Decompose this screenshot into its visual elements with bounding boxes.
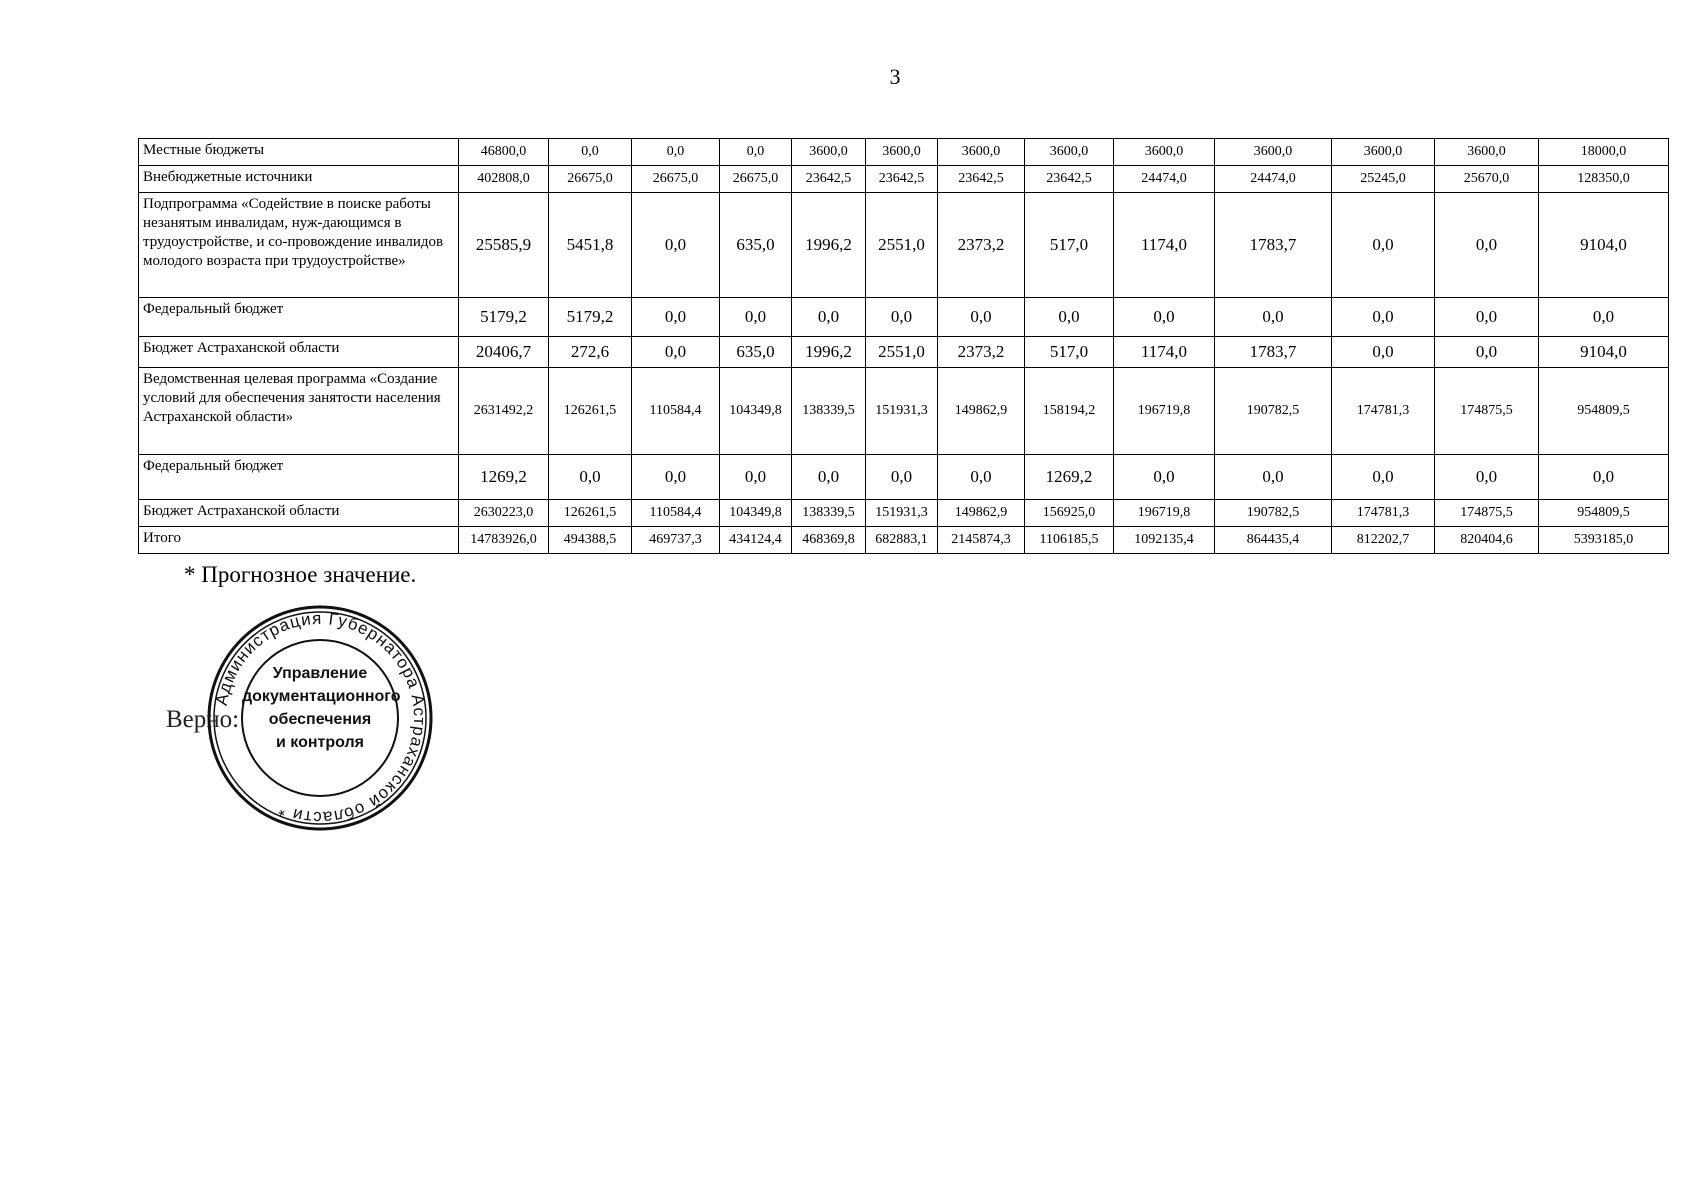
table-cell: 3600,0 [1025,139,1114,166]
seal-center-text [242,662,401,754]
table-row [139,298,1669,337]
table-cell: 517,0 [1025,193,1114,298]
table-cell: 0,0 [1435,337,1539,368]
table-row [139,139,1669,166]
table-cell: 138339,5 [792,500,866,527]
table-cell: 864435,4 [1215,527,1332,554]
table-cell: 0,0 [1332,337,1435,368]
table-cell: 5179,2 [459,298,549,337]
table-cell: 149862,9 [938,368,1025,455]
table-cell: 2145874,3 [938,527,1025,554]
table-cell: 1269,2 [1025,455,1114,500]
table-cell: 469737,3 [632,527,720,554]
table-row [139,455,1669,500]
table-cell: 635,0 [720,337,792,368]
table-row [139,527,1669,554]
table-cell: 0,0 [632,139,720,166]
table-cell: 190782,5 [1215,368,1332,455]
table-cell: 635,0 [720,193,792,298]
table-cell: 434124,4 [720,527,792,554]
table-cell: 9104,0 [1539,337,1669,368]
table-cell: 25670,0 [1435,166,1539,193]
table-cell: 494388,5 [549,527,632,554]
table-cell: 1783,7 [1215,193,1332,298]
table-cell: 0,0 [866,455,938,500]
table-cell: 156925,0 [1025,500,1114,527]
table-cell: 0,0 [938,298,1025,337]
table-cell: 468369,8 [792,527,866,554]
row-label: Федеральный бюджет [139,298,459,337]
table-cell: 174875,5 [1435,500,1539,527]
table-cell: 0,0 [1332,455,1435,500]
table-cell: 1174,0 [1114,337,1215,368]
table-cell: 149862,9 [938,500,1025,527]
table-cell: 151931,3 [866,368,938,455]
table-cell: 0,0 [1539,455,1669,500]
table-cell: 1174,0 [1114,193,1215,298]
table-cell: 23642,5 [1025,166,1114,193]
table-cell: 812202,7 [1332,527,1435,554]
table-cell: 0,0 [632,337,720,368]
table-cell: 0,0 [938,455,1025,500]
table-cell: 272,6 [549,337,632,368]
page-number: 3 [889,64,901,89]
table-cell: 0,0 [632,455,720,500]
table-cell: 3600,0 [1332,139,1435,166]
table-cell: 3600,0 [1215,139,1332,166]
table-cell: 0,0 [720,298,792,337]
official-seal [206,604,434,832]
table-cell: 0,0 [1215,298,1332,337]
table-body [139,139,1669,554]
table-cell: 2631492,2 [459,368,549,455]
table-cell: 0,0 [1435,193,1539,298]
table-cell: 2373,2 [938,193,1025,298]
table-cell: 0,0 [792,298,866,337]
table-cell: 104349,8 [720,368,792,455]
table-cell: 402808,0 [459,166,549,193]
table-cell: 138339,5 [792,368,866,455]
table-cell: 128350,0 [1539,166,1669,193]
table-cell: 0,0 [1332,193,1435,298]
table-cell: 151931,3 [866,500,938,527]
table-cell: 104349,8 [720,500,792,527]
table-cell: 2551,0 [866,193,938,298]
table-cell: 1269,2 [459,455,549,500]
table-cell: 0,0 [1114,455,1215,500]
table-cell: 196719,8 [1114,368,1215,455]
table-cell: 20406,7 [459,337,549,368]
table-cell: 820404,6 [1435,527,1539,554]
table-cell: 23642,5 [938,166,1025,193]
table-cell: 3600,0 [866,139,938,166]
row-label: Бюджет Астраханской области [139,337,459,368]
table-cell: 126261,5 [549,500,632,527]
table-cell: 0,0 [1435,455,1539,500]
table-cell: 954809,5 [1539,500,1669,527]
table-cell: 0,0 [632,298,720,337]
table-row [139,337,1669,368]
footnote: * Прогнозное значение. [184,562,417,587]
table-cell: 0,0 [1025,298,1114,337]
row-label: Итого [139,527,459,554]
table-row [139,166,1669,193]
row-label: Федеральный бюджет [139,455,459,500]
table-cell: 25245,0 [1332,166,1435,193]
table-cell: 1106185,5 [1025,527,1114,554]
table-cell: 3600,0 [938,139,1025,166]
table-cell: 26675,0 [632,166,720,193]
table-cell: 24474,0 [1114,166,1215,193]
table-cell: 0,0 [1114,298,1215,337]
table-cell: 1996,2 [792,193,866,298]
seal-center-line: Управление [272,665,368,682]
table-cell: 23642,5 [866,166,938,193]
row-label: Внебюджетные источники [139,166,459,193]
verno-label: Верно: [166,706,240,733]
table-cell: 174875,5 [1435,368,1539,455]
table-cell: 0,0 [720,139,792,166]
table-cell: 1996,2 [792,337,866,368]
row-label: Подпрограмма «Содействие в поиске работы незанятым инвалидам, нуж-дающимся в трудоустройстве, и со-провождение инвалидов молодого возраста при трудоустройстве» [139,193,459,298]
table-cell: 196719,8 [1114,500,1215,527]
table-row [139,368,1669,455]
table-cell: 0,0 [1332,298,1435,337]
table-row [139,193,1669,298]
table-cell: 26675,0 [720,166,792,193]
table-cell: 25585,9 [459,193,549,298]
table-cell: 110584,4 [632,500,720,527]
table-cell: 174781,3 [1332,368,1435,455]
table-cell: 2630223,0 [459,500,549,527]
table-cell: 174781,3 [1332,500,1435,527]
table-cell: 5451,8 [549,193,632,298]
table-cell: 110584,4 [632,368,720,455]
table-cell: 954809,5 [1539,368,1669,455]
table-row [139,500,1669,527]
table-cell: 190782,5 [1215,500,1332,527]
table-cell: 26675,0 [549,166,632,193]
seal-ring-text: Администрация Губернатора Астраханской области * [211,608,430,828]
seal-center-line: и контроля [276,734,364,751]
table-cell: 1783,7 [1215,337,1332,368]
table-cell: 9104,0 [1539,193,1669,298]
table-cell: 0,0 [632,193,720,298]
table-cell: 2551,0 [866,337,938,368]
table-cell: 517,0 [1025,337,1114,368]
table-cell: 682883,1 [866,527,938,554]
table-cell: 2373,2 [938,337,1025,368]
table-cell: 1092135,4 [1114,527,1215,554]
table-cell: 5393185,0 [1539,527,1669,554]
budget-table [138,138,1669,554]
table-cell: 14783926,0 [459,527,549,554]
row-label: Ведомственная целевая программа «Создание условий для обеспечения занятости населения Астраханской области» [139,368,459,455]
table-cell: 0,0 [792,455,866,500]
table-cell: 0,0 [866,298,938,337]
table-cell: 3600,0 [1114,139,1215,166]
table-cell: 0,0 [720,455,792,500]
table-cell: 23642,5 [792,166,866,193]
table-cell: 158194,2 [1025,368,1114,455]
table-cell: 3600,0 [1435,139,1539,166]
table-cell: 0,0 [549,455,632,500]
table-cell: 5179,2 [549,298,632,337]
row-label: Местные бюджеты [139,139,459,166]
seal-center-line: обеспечения [268,711,372,728]
table-cell: 0,0 [549,139,632,166]
table-cell: 18000,0 [1539,139,1669,166]
table-cell: 24474,0 [1215,166,1332,193]
seal-center-line: документационного [242,688,401,705]
table-cell: 0,0 [1435,298,1539,337]
table-cell: 0,0 [1539,298,1669,337]
table-cell: 126261,5 [549,368,632,455]
table-cell: 0,0 [1215,455,1332,500]
row-label: Бюджет Астраханской области [139,500,459,527]
table-cell: 46800,0 [459,139,549,166]
table-cell: 3600,0 [792,139,866,166]
